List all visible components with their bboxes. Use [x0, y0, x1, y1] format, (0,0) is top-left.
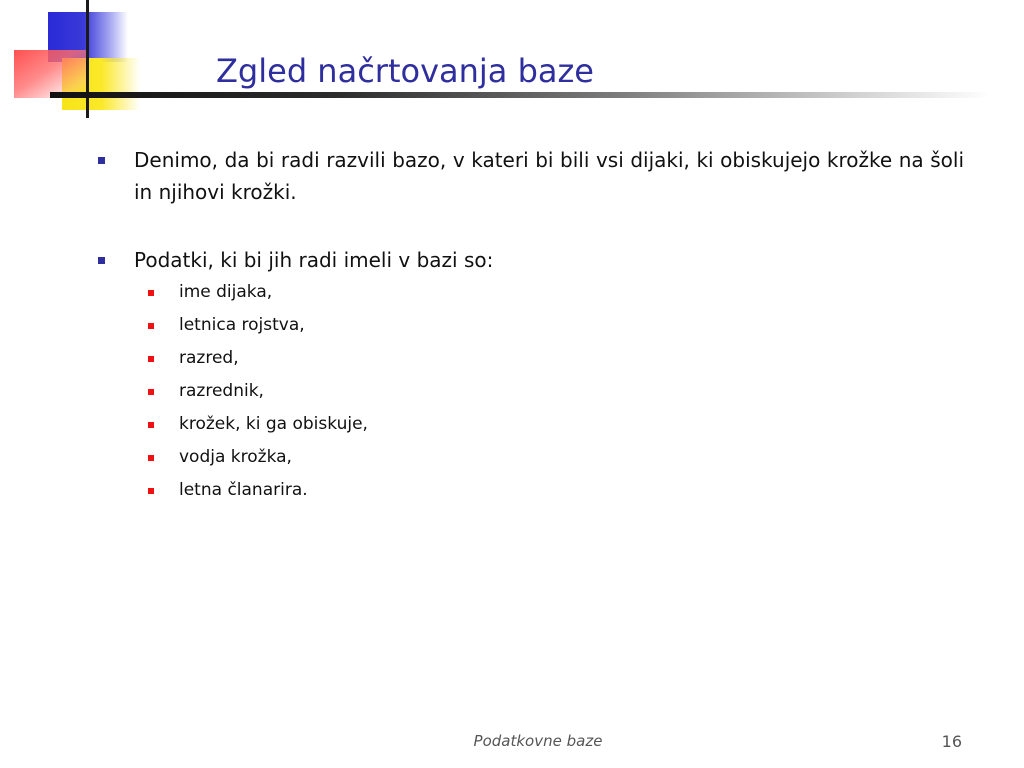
sub-bullet-item: [96, 408, 964, 441]
bullet-text: Podatki, ki bi jih radi imeli v bazi so:: [134, 248, 494, 272]
square-bullet-icon: [98, 157, 105, 164]
bullet-item: [96, 244, 964, 276]
sub-bullet-item: [96, 309, 964, 342]
decorative-vertical-line: [86, 0, 89, 118]
red-square-bullet-icon: [148, 389, 154, 395]
sub-bullet-text: krožek, ki ga obiskuje,: [179, 414, 368, 434]
sub-bullet-item: [96, 276, 964, 309]
decorative-red-square: [14, 50, 86, 98]
square-bullet-icon: [98, 257, 105, 264]
sub-bullet-list: [96, 276, 964, 507]
sub-bullet-text: letnica rojstva,: [179, 315, 305, 335]
footer-title: Podatkovne baze: [473, 732, 603, 750]
sub-bullet-item: [96, 441, 964, 474]
red-square-bullet-icon: [148, 323, 154, 329]
page-number: 16: [941, 732, 962, 751]
bullet-item: [96, 144, 964, 208]
sub-bullet-text: letna članarira.: [179, 480, 308, 500]
slide-title: Zgled načrtovanja baze: [216, 52, 594, 90]
sub-bullet-text: razrednik,: [179, 381, 264, 401]
sub-bullet-text: vodja krožka,: [179, 447, 292, 467]
red-square-bullet-icon: [148, 290, 154, 296]
sub-bullet-item: [96, 474, 964, 507]
bullet-text: Denimo, da bi radi razvili bazo, v kateri bi bili vsi dijaki, ki obiskujejo krožke na šoli in njihovi krožki.: [134, 148, 964, 204]
sub-bullet-text: ime dijaka,: [179, 282, 273, 302]
sub-bullet-item: [96, 375, 964, 408]
red-square-bullet-icon: [148, 488, 154, 494]
red-square-bullet-icon: [148, 422, 154, 428]
title-underline-rule: [50, 92, 990, 98]
sub-bullet-text: razred,: [179, 348, 239, 368]
sub-bullet-item: [96, 342, 964, 375]
red-square-bullet-icon: [148, 455, 154, 461]
slide-content: [96, 144, 964, 507]
red-square-bullet-icon: [148, 356, 154, 362]
